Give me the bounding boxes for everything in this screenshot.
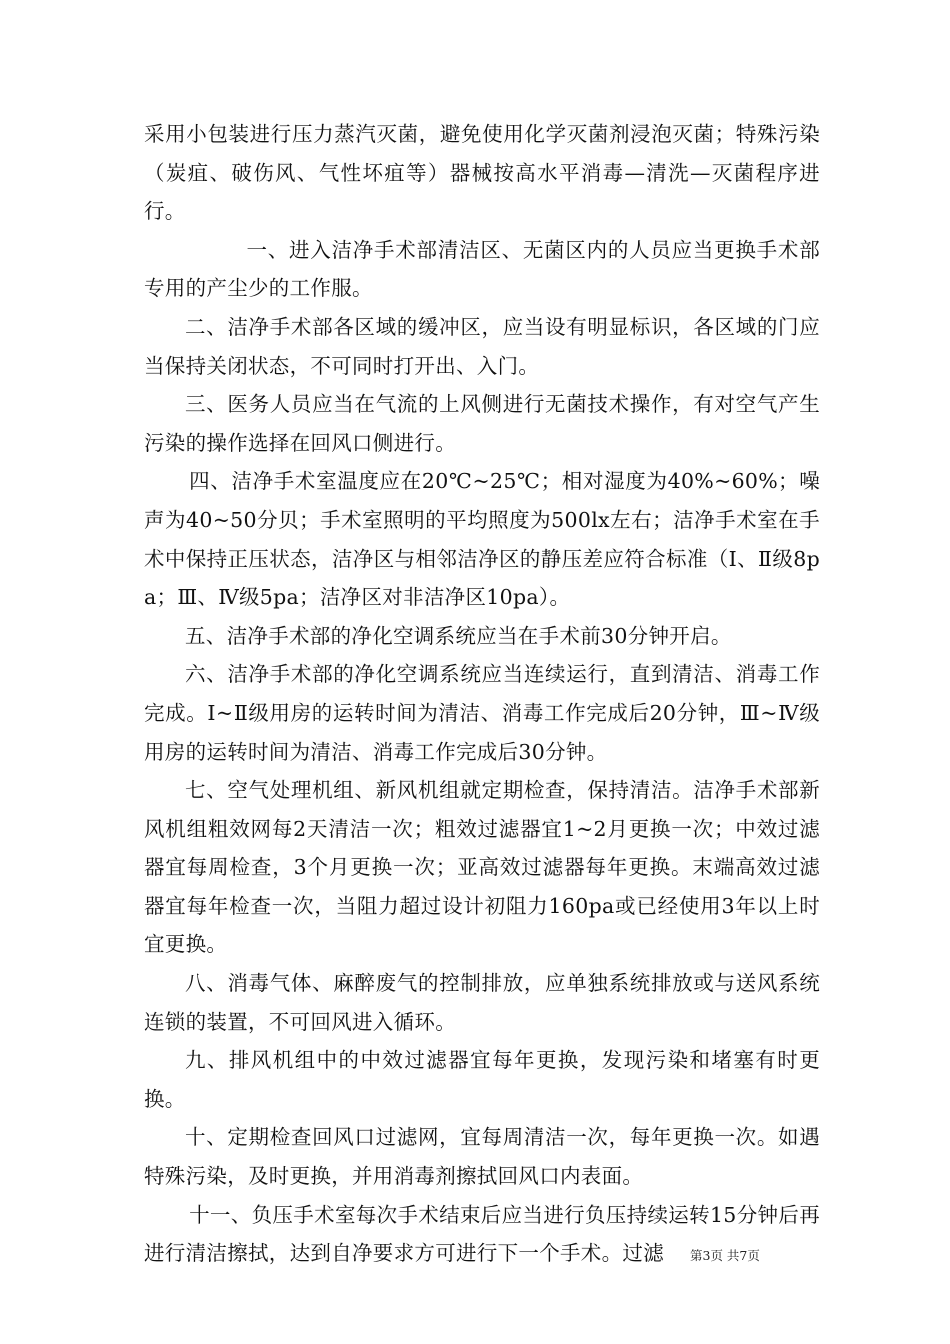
paragraph-item-8: 八、消毒气体、麻醉废气的控制排放，应单独系统排放或与送风系统连锁的装置，不可回风进入循环。: [144, 971, 820, 1034]
paragraph-item-1: 一、进入洁净手术部清洁区、无菌区内的人员应当更换手术部专用的产尘少的工作服。: [144, 237, 820, 301]
paragraph-item-5: 五、洁净手术部的净化空调系统应当在手术前30分钟开启。: [185, 623, 732, 648]
paragraph-item-6: 六、洁净手术部的净化空调系统应当连续运行，直到清洁、消毒工作完成。Ⅰ~Ⅱ级用房的运转时间为清洁、消毒工作完成后20分钟，Ⅲ~Ⅳ级用房的运转时间为清洁、消毒工作完成后30分钟。: [144, 662, 820, 764]
document-body: [144, 115, 820, 1273]
paragraph-item-7: 七、空气处理机组、新风机组就定期检查，保持清洁。洁净手术部新风机组粗效网每2天清洁一次；粗效过滤器宜1~2月更换一次；中效过滤器宜每周检查，3个月更换一次；亚高效过滤器每年更换。末端高效过滤器宜每年检查一次，当阻力超过设计初阻力160pa或已经使用3年以上时宜更换。: [144, 778, 820, 957]
paragraph-item-2: 二、洁净手术部各区域的缓冲区，应当设有明显标识，各区域的门应当保持关闭状态，不可同时打开出、入门。: [144, 314, 820, 378]
paragraph-item-3: 三、医务人员应当在气流的上风侧进行无菌技术操作，有对空气产生污染的操作选择在回风口侧进行。: [144, 392, 820, 455]
paragraph-item-10: 十、定期检查回风口过滤网，宜每周清洁一次，每年更换一次。如遇特殊污染，及时更换，并用消毒剂擦拭回风口内表面。: [144, 1125, 820, 1189]
paragraph-continuation: 采用小包装进行压力蒸汽灭菌，避免使用化学灭菌剂浸泡灭菌；特殊污染（炭疽、破伤风、气性坏疽等）器械按高水平消毒—清洗—灭菌程序进行。: [144, 122, 820, 224]
paragraph-item-9: 九、排风机组中的中效过滤器宜每年更换，发现污染和堵塞有时更换。: [144, 1048, 820, 1111]
page-number-footer: 第3页 共7页: [690, 1248, 760, 1263]
paragraph-item-4: 四、洁净手术室温度应在20℃~25℃；相对湿度为40%~60%；噪声为40~50分贝；手术室照明的平均照度为500lx左右；洁净手术室在手术中保持正压状态，洁净区与相邻洁净区的静压差应符合标准（Ⅰ、Ⅱ级8pa；Ⅲ、Ⅳ级5pa；洁净区对非洁净区10pa）。: [144, 469, 820, 610]
paragraph-item-11: 十一、负压手术室每次手术结束后应当进行负压持续运转15分钟后再进行清洁擦拭，达到自净要求方可进行下一个手术。过滤: [144, 1202, 820, 1266]
